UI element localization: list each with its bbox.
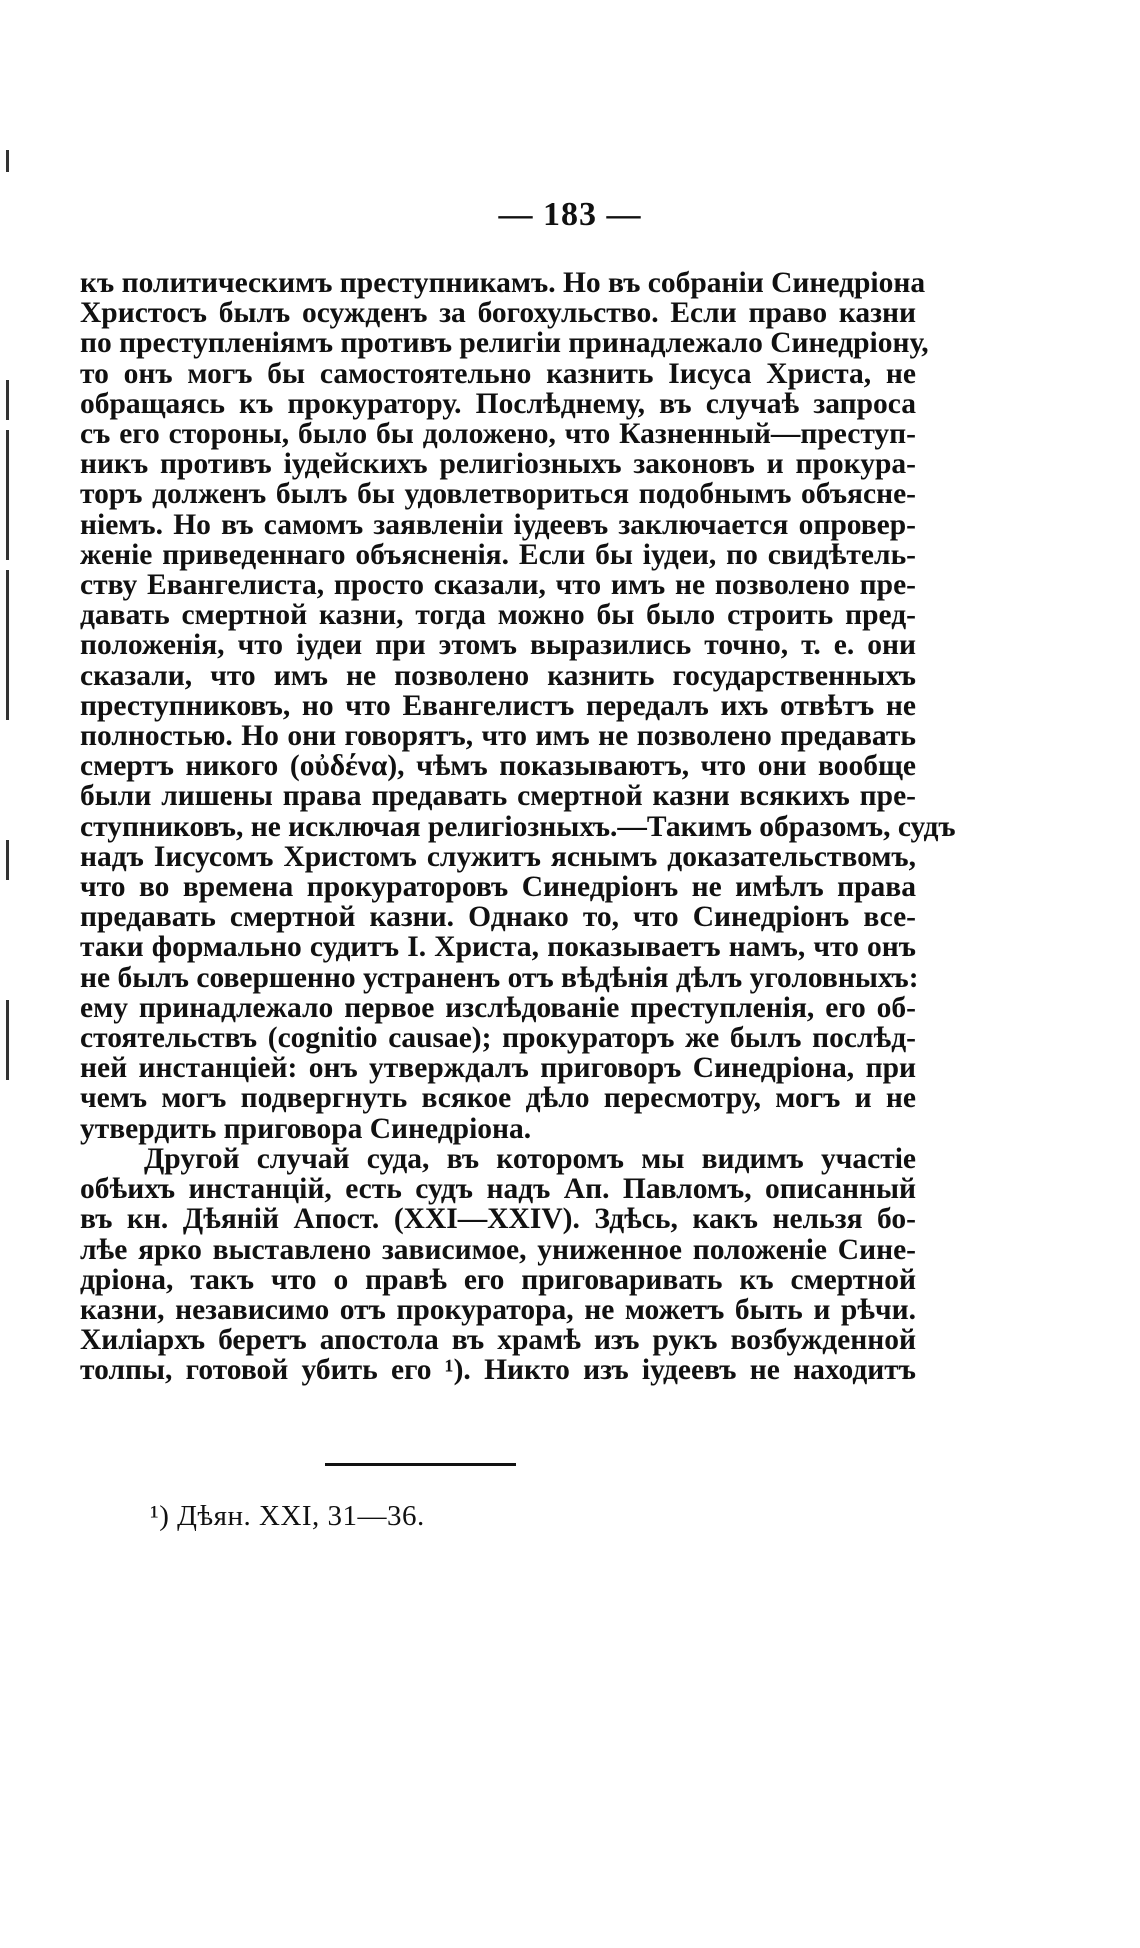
text-line: обѣихъ инстанцій, есть судъ надъ Ап. Павломъ, описанный	[80, 1173, 916, 1206]
footnote-divider	[325, 1463, 516, 1466]
text-line: давать смертной казни, тогда можно бы было строить пред-	[80, 599, 916, 632]
text-line: женіе приведеннаго объясненія. Если бы іудеи, по свидѣтель-	[80, 538, 916, 571]
footnote	[150, 1500, 425, 1533]
text-line: чемъ могъ подвергнуть всякое дѣло пересмотру, могъ и не	[80, 1082, 916, 1115]
text-line: предавать смертной казни. Однако то, что Синедріонъ все-	[80, 901, 916, 934]
page-number: — 183 —	[498, 196, 642, 233]
text-line: обращаясь къ прокуратору. Послѣднему, въ случаѣ запроса	[80, 387, 916, 420]
text-line: полностью. Но они говорятъ, что имъ не позволено предавать	[80, 720, 916, 753]
text-line: таки формально судитъ І. Христа, показываетъ намъ, что онъ	[80, 931, 916, 964]
text-line: никъ противъ іудейскихъ религіозныхъ законовъ и прокура-	[80, 448, 916, 481]
paragraph-2	[80, 1144, 916, 1386]
text-line: были лишены права предавать смертной казни всякихъ пре-	[80, 780, 916, 813]
footnote-text: Дѣян. XXI, 31—36.	[177, 1500, 425, 1532]
text-line: надъ Іисусомъ Христомъ служитъ яснымъ доказательствомъ,	[80, 840, 916, 873]
text-line: стоятельствъ (cognitio causae); прокураторъ же былъ послѣд-	[80, 1022, 916, 1055]
text-line: по преступленіямъ противъ религіи принадлежало Синедріону,	[80, 327, 929, 360]
text-line: не былъ совершенно устраненъ отъ вѣдѣнія дѣлъ уголовныхъ:	[80, 961, 919, 994]
text-line: Христосъ былъ осужденъ за богохульство. Если право казни	[80, 297, 916, 330]
text-line: то онъ могъ бы самостоятельно казнить Іисуса Христа, не	[80, 357, 916, 390]
text-line: ему принадлежало первое изслѣдованіе преступленія, его об-	[80, 991, 916, 1024]
body-text	[80, 267, 956, 1387]
text-line: казни, независимо отъ прокуратора, не можетъ быть и рѣчи.	[80, 1293, 916, 1326]
text-line: ступниковъ, не исключая религіозныхъ.—Такимъ образомъ, судъ	[80, 810, 956, 843]
text-line: утвердить приговора Синедріона.	[80, 1112, 532, 1145]
text-line: торъ долженъ былъ бы удовлетвориться подобнымъ объясне-	[80, 478, 916, 511]
text-line: въ кн. Дѣяній Апост. (XXI—XXIV). Здѣсь, какъ нельзя бо-	[80, 1203, 916, 1236]
text-line: толпы, готовой убить его ¹). Никто изъ іудеевъ не находитъ	[80, 1354, 916, 1387]
text-line: съ его стороны, было бы доложено, что Казненный—преступ-	[80, 418, 916, 451]
paragraph-1	[80, 267, 956, 1145]
text-line: смертъ никого (οὐδένα), чѣмъ показываютъ, что они вообще	[80, 750, 916, 783]
text-line: къ политическимъ преступникамъ. Но въ собраніи Синедріона	[80, 267, 926, 299]
text-line: Другой случай суда, въ которомъ мы видимъ участіе	[144, 1142, 916, 1175]
text-line: ству Евангелиста, просто сказали, что имъ не позволено пре-	[80, 569, 916, 602]
text-line: ніемъ. Но въ самомъ заявленіи іудеевъ заключается опровер-	[80, 508, 916, 541]
text-line: преступниковъ, но что Евангелистъ передалъ ихъ отвѣтъ не	[80, 689, 916, 722]
text-line: Хиліархъ беретъ апостола въ храмѣ изъ рукъ возбужденной	[80, 1324, 916, 1357]
text-line: положенія, что іудеи при этомъ выразились точно, т. е. они	[80, 629, 916, 662]
text-line: что во времена прокураторовъ Синедріонъ не имѣлъ права	[80, 871, 916, 904]
footnote-mark: ¹)	[150, 1500, 170, 1532]
text-line: сказали, что имъ не позволено казнить государственныхъ	[80, 659, 916, 692]
text-line: лѣе ярко выставлено зависимое, униженное положеніе Сине-	[80, 1233, 916, 1266]
scan-margin-marks	[6, 150, 12, 1080]
text-line: дріона, такъ что о правѣ его приговаривать къ смертной	[80, 1263, 916, 1296]
text-line: ней инстанціей: онъ утверждалъ приговоръ Синедріона, при	[80, 1052, 916, 1085]
